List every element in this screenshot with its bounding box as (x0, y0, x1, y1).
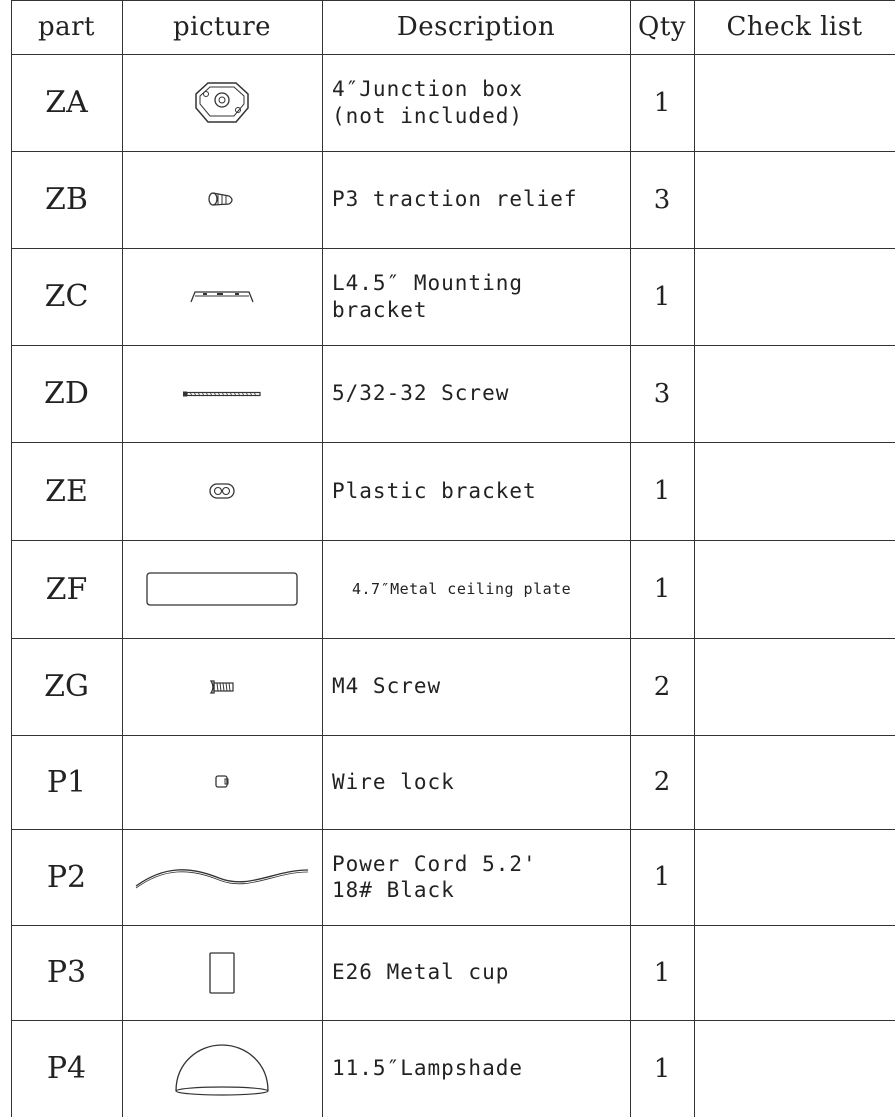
part-description: Plastic bracket (332, 478, 537, 503)
part-code: ZG (44, 669, 89, 704)
check-list-cell[interactable] (694, 735, 895, 829)
part-code: ZA (45, 85, 88, 120)
part-picture (122, 540, 322, 638)
part-picture (122, 151, 322, 248)
part-picture (122, 442, 322, 540)
part-code: ZD (44, 376, 89, 411)
mounting-bracket-icon (189, 288, 255, 306)
part-description: 4″Junction box (not included) (332, 77, 524, 128)
part-qty: 1 (653, 476, 671, 506)
part-description: Power Cord 5.2' 18# Black (332, 851, 537, 902)
metal-cup-icon (208, 951, 236, 995)
ceiling-plate-icon (145, 571, 299, 607)
part-description: L4.5″ Mounting bracket (332, 271, 524, 322)
part-picture (122, 735, 322, 829)
power-cord-icon (134, 862, 310, 892)
check-list-cell[interactable] (694, 829, 895, 925)
header-part: part (37, 12, 96, 42)
wire-lock-icon (214, 774, 230, 790)
header-checklist: Check list (726, 12, 863, 42)
part-code: P2 (46, 859, 87, 895)
part-code: P3 (46, 955, 87, 990)
check-list-cell[interactable] (694, 248, 895, 345)
check-list-cell[interactable] (694, 151, 895, 248)
part-picture (122, 829, 322, 925)
part-picture (122, 638, 322, 735)
check-list-cell[interactable] (694, 925, 895, 1020)
part-qty: 1 (653, 957, 671, 988)
m4-screw-icon (209, 680, 235, 694)
check-list-cell[interactable] (694, 54, 895, 151)
plastic-bracket-icon (208, 482, 236, 500)
part-description: 11.5″Lampshade (332, 1056, 524, 1081)
part-qty: 1 (653, 574, 671, 604)
part-code: ZC (44, 279, 89, 314)
check-list-cell[interactable] (694, 638, 895, 735)
traction-relief-icon (207, 190, 237, 210)
part-picture (122, 54, 322, 151)
part-qty: 3 (653, 184, 671, 215)
junction-box-icon (192, 80, 252, 126)
part-code: ZE (45, 473, 88, 509)
parts-table (11, 0, 895, 1117)
part-qty: 1 (653, 87, 671, 118)
part-picture (122, 925, 322, 1020)
header-picture: picture (172, 12, 272, 42)
part-qty: 1 (653, 862, 671, 892)
part-picture (122, 1020, 322, 1117)
part-picture (122, 248, 322, 345)
part-qty: 3 (653, 378, 671, 409)
lampshade-icon (174, 1041, 270, 1097)
part-code: ZF (45, 571, 88, 607)
part-qty: 2 (653, 767, 671, 797)
part-description: M4 Screw (332, 674, 442, 699)
long-screw-icon (182, 390, 262, 398)
part-description: Wire lock (332, 769, 455, 794)
check-list-cell[interactable] (694, 442, 895, 540)
check-list-cell[interactable] (694, 1020, 895, 1117)
check-list-cell[interactable] (694, 345, 895, 442)
part-description: E26 Metal cup (332, 960, 510, 985)
part-qty: 1 (653, 1053, 671, 1084)
part-code: P4 (46, 1051, 87, 1086)
part-description: P3 traction relief (332, 187, 578, 212)
part-qty: 2 (653, 671, 671, 702)
check-list-cell[interactable] (694, 540, 895, 638)
part-description: 4.7″Metal ceiling plate (352, 579, 572, 598)
part-description: 5/32-32 Screw (332, 381, 510, 406)
header-description: Description (396, 12, 556, 42)
part-code: P1 (46, 764, 87, 800)
part-code: ZB (45, 182, 88, 217)
part-picture (122, 345, 322, 442)
header-qty: Qty (638, 12, 686, 42)
part-qty: 1 (653, 281, 671, 312)
